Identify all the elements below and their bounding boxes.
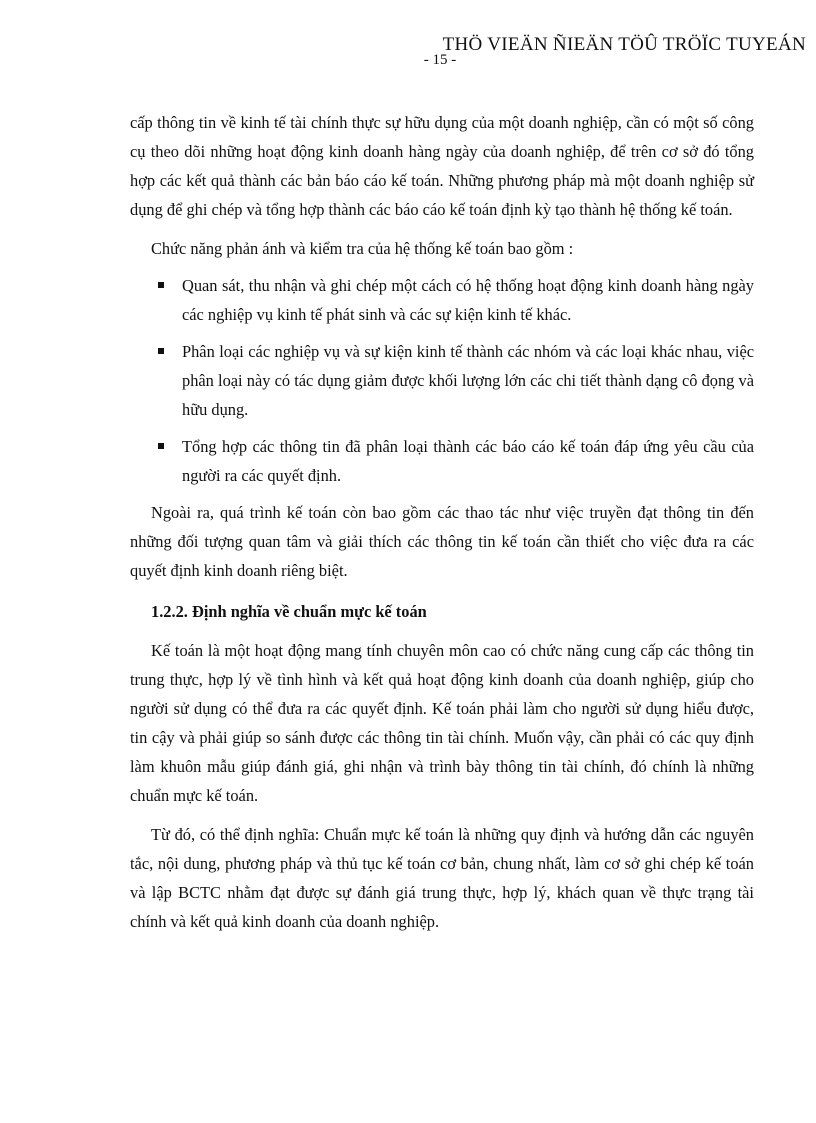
paragraph-functions-intro: Chức năng phản ánh và kiểm tra của hệ thống kế toán bao gồm : [151, 239, 574, 258]
bullet-item: Phân loại các nghiệp vụ và sự kiện kinh tế thành các nhóm và các loại khác nhau, việc phân loại này có tác dụng giảm được khối lượng lớn các chi tiết thành dạng cô đọng và hữu dụng. [130, 337, 754, 424]
paragraph-continued: cấp thông tin về kinh tế tài chính thực sự hữu dụng của một doanh nghiệp, cần có một số công cụ theo dõi những hoạt động kinh doanh hàng ngày của doanh nghiệp, để trên cơ sở đó tổng hợp các kết quả thành các bản báo cáo kế toán. Những phương pháp mà một doanh nghiệp sử dụng để ghi chép và tổng hợp thành các báo cáo kế toán định kỳ tạo thành hệ thống kế toán. [130, 113, 754, 219]
document-body [130, 108, 754, 936]
bullet-item: Quan sát, thu nhận và ghi chép một cách có hệ thống hoạt động kinh doanh hàng ngày các nghiệp vụ kinh tế phát sinh và các sự kiện kinh tế khác. [130, 271, 754, 329]
paragraph-standards-definition: Từ đó, có thể định nghĩa: Chuẩn mực kế toán là những quy định và hướng dẫn các nguyên tắc, nội dung, phương pháp và thủ tục kế toán cơ bản, chung nhất, làm cơ sở ghi chép kế toán và lập BCTC nhằm đạt được sự đánh giá trung thực, hợp lý, khách quan về thực trạng tài chính và kết quả kinh doanh của doanh nghiệp. [130, 825, 754, 931]
functions-bullet-list [130, 271, 754, 490]
page-number: - 15 - [423, 52, 457, 68]
paragraph-additional: Ngoài ra, quá trình kế toán còn bao gồm các thao tác như việc truyền đạt thông tin đến những đối tượng quan tâm và giải thích các thông tin kế toán cần thiết cho việc đưa ra các quyết định kinh doanh riêng biệt. [130, 503, 754, 580]
bullet-item: Tổng hợp các thông tin đã phân loại thành các báo cáo kế toán đáp ứng yêu cầu của người ra các quyết định. [130, 432, 754, 490]
paragraph-accounting-definition: Kế toán là một hoạt động mang tính chuyên môn cao có chức năng cung cấp các thông tin trung thực, hợp lý về tình hình và kết quả hoạt động kinh doanh của doanh nghiệp, giúp cho người sử dụng có thể đưa ra các quyết định. Kế toán phải làm cho người sử dụng hiểu được, tin cậy và phải giúp so sánh được các thông tin tài chính. Muốn vậy, cần phải có các quy định làm khuôn mẫu giúp đánh giá, ghi nhận và trình bày thông tin tài chính, đó chính là những chuẩn mực kế toán. [130, 641, 754, 805]
library-watermark: THÖ VIEÄN ÑIEÄN TÖÛ TRÖÏC TUYEÁN [442, 34, 806, 55]
section-heading: 1.2.2. Định nghĩa về chuẩn mực kế toán [151, 602, 427, 621]
